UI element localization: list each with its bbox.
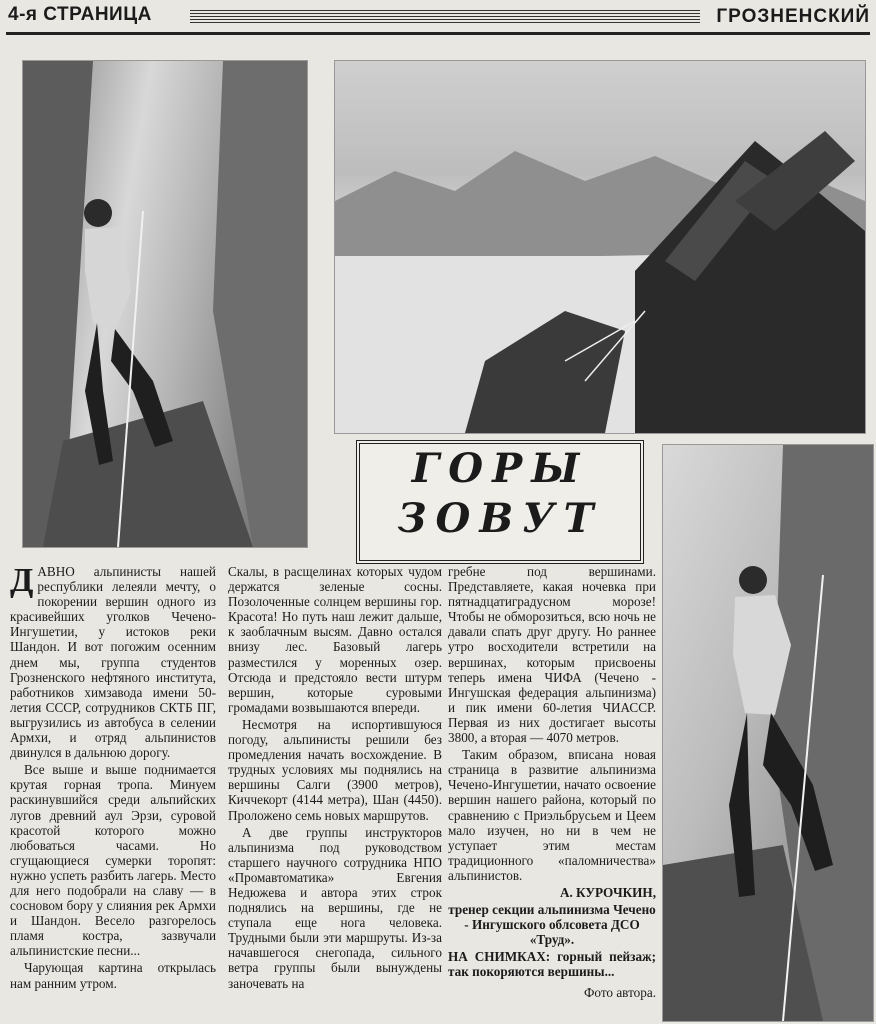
article-paragraph: Чарующая картина открылась нам ранним утром. [10,960,216,991]
photo-caption: НА СНИМКАХ: горный пейзаж; так покоряются вершины... [448,949,656,980]
article-paragraph: Таким образом, вписана новая страница в развитие альпинизма Чечено-Ингушетии, начато освоение вершин нашего района, который по сравнению с Приэльбрусьем и Цеем мало изучен, но ни в чем не уступает этим местам традиционного «паломничества» альпинистов. [448,747,656,883]
page-number-label: 4-я СТРАНИЦА [8,4,152,25]
headline-box [356,440,644,564]
author-name: А. КУРОЧКИН, [559,884,656,900]
article-paragraph: А две группы инструкторов альпинизма под руководством старшего научного сотрудника НПО «Промавтоматика» Евгения Недюжева и автора этих строк поднялись на вершины, где не ступала еще нога человека. Трудными были эти маршруты. Из-за начавшегося снегопада, сильного ветра группы были вынуждены заночевать на [228,824,442,991]
header-rule [190,10,700,24]
climber-on-rock-photo [22,60,308,548]
article-paragraph: ДАВНО альпинисты нашей республики лелеяли мечту, о покорении вершин одного из красивейших уголков Чечено-Ингушетии, у истоков реки Шандон. И вот погожим осенним днем мы, группа студентов Грозненского нефтяного института, работников химзавода имени 50-летия СССР, сотрудников СКТБ ПГ, выгрузились из автобуса в селении Армхи, и отряд альпинистов двинулся в дальнюю дорогу. [10,562,216,761]
article-paragraph: гребне под вершинами. Представляете, какая ночевка при пятнадцатиградусном морозе! Чтобы не обморозиться, всю ночь не давали спать друг другу. Но раннее утро восходители встретили на вершинах, которым присвоены теперь имена ЧИФА (Чечено - Ингушская федерация альпинизма) и пик имени 60-летия ЧИАССР. Первая из них достигает высоты 3800, а вторая — 4070 метров. [448,564,656,746]
headline-line-1: ГОРЫ [411,445,589,492]
article-paragraph: Все выше и выше поднимается крутая горная тропа. Минуем раскинувшийся среди альпийских лугов древний аул Эрзи, суровой красотой которого можно любоваться часами. Но сгущающиеся сумерки торопят: нужно успеть разбить лагерь. Место для него подобрали на славу — в сосновом бору у слияния рек Армхи и Шандон. Весело разгорелось пламя костра, зазвучали альпинистские песни... [10,762,216,959]
newspaper-name: ГРОЗНЕНСКИЙ [716,6,870,27]
article-column-1 [10,564,216,993]
climber-rope-photo [662,444,874,1022]
article-column-3 [448,564,656,1000]
photo-credit: Фото автора. [584,985,656,1001]
article-paragraph: Скалы, в расщелинах которых чудом держатся зеленые сосны. Позолоченные солнцем вершины гор. Красота! Но путь наш лежит дальше, к заоблачным высям. Давно остался внизу лес. Базовый лагерь разместился у моренных озер. Отсюда и предстояло вести штурм вершин, которые суровыми громадами возвышаются впереди. [228,564,442,715]
headline-line-2: ЗОВУТ [397,495,603,542]
author-title: тренер секции альпинизма Чечено - Ингушского облсовета ДСО «Труд». [448,902,656,948]
article-column-2 [228,564,442,993]
drop-cap: Д [10,562,34,599]
article-paragraph: Несмотря на испортившуюся погоду, альпинисты решили без промедления начать восхождение. В трудных условиях мы поднялись на вершины Салги (3900 метров), Киччекорт (4144 метра), Шан (4450). Проложено семь новых маршрутов. [228,716,442,823]
header-divider [6,32,870,35]
mountain-tents-photo [334,60,866,434]
